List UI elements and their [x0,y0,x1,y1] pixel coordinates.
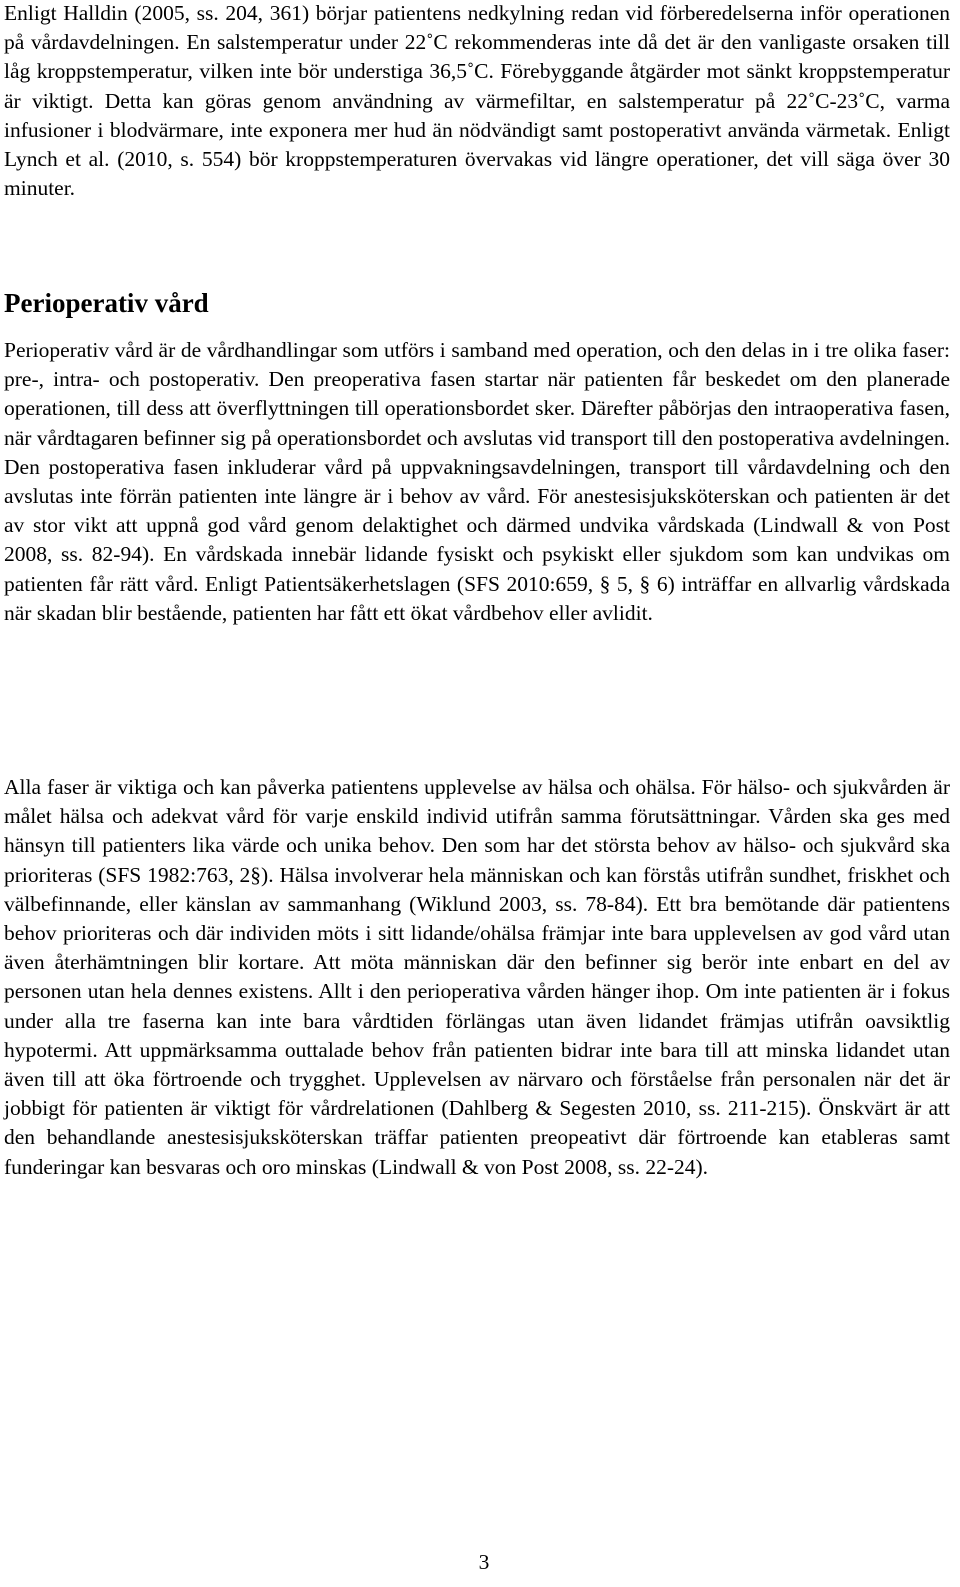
body-paragraph-perioperative-phases: Perioperativ vård är de vårdhandlingar som utförs i samband med operation, och den delas in i tre olika faser: pre-, intra- och postoperativ. Den preoperativa fasen startar när patienten får beskedet om den planerade operationen, till dess att överflyttningen till operationsbordet sker. Därefter påbörjas den intraoperativa fasen, när vårdtagaren befinner sig på operationsbordet och avslutas vid transport till den postoperativa avdelningen. Den postoperativa fasen inkluderar vård på uppvakningsavdelningen, transport till vårdavdelning och den avslutas inte förrän patienten inte längre är i behov av vård. För anestesisjuksköterskan och patienten är det av stor vikt att uppnå god vård genom delaktighet och därmed undvika vårdskada (Lindwall & von Post 2008, ss. 82-94). En vårdskada innebär lidande fysiskt och psykiskt eller sjukdom som kan undvikas om patienten får rätt vård. Enligt Patientsäkerhetslagen (SFS 2010:659, § 5, § 6) inträffar en allvarlig vårdskada när skadan blir bestående, patienten har fått ett ökat vårdbehov eller avlidit. [4,338,950,625]
body-paragraph-health-and-care: Alla faser är viktiga och kan påverka patientens upplevelse av hälsa och ohälsa. För hälso- och sjukvården är målet hälsa och adekvat vård för varje enskild individ utifrån samma förutsättningar. Vården ska ges med hänsyn till patienters lika värde och unika behov. Den som har det största behov av hälso- och sjukvård ska prioriteras (SFS 1982:763, 2§). Hälsa involverar hela människan och kan förstås utifrån sundhet, friskhet och välbefinnande, eller känslan av sammanhang (Wiklund 2003, ss. 78-84). Ett bra bemötande där patientens behov prioriteras och där individen möts i sitt lidande/ohälsa främjar inte bara upplevelsen av god vård utan även återhämtningen blir kortare. Att möta människan där den befinner sig berör inte enbart en del av personen utan hela dennes existens. Allt i den perioperativa vården hänger ihop. Om inte patienten är i fokus under alla tre faserna kan inte bara vårdtiden förlängas utan även lidandet främjas utifrån oavsiktlig hypotermi. Att uppmärksamma outtalade behov från patienten bidrar inte bara till att minska lidandet utan även till att öka förtroende och trygghet. Upplevelsen av närvaro och förståelse från personalen när det är jobbigt för patienten är viktigt för vårdrelationen (Dahlberg & Segesten 2010, ss. 211-215). Önskvärt är att den behandlande anestesisjuksköterskan träffar patienten preopeativt där förtroende kan etableras samt funderingar kan besvaras och oro minskas (Lindwall & von Post 2008, ss. 22-24). [4,775,950,1179]
body-paragraph-hypothermia: Enligt Halldin (2005, ss. 204, 361) börjar patientens nedkylning redan vid förberedelserna inför operationen på vårdavdelningen. En salstemperatur under 22˚C rekommenderas inte då det är den vanligaste orsaken till låg kroppstemperatur, vilken inte bör understiga 36,5˚C. Förebyggande åtgärder mot sänkt kroppstemperatur är viktigt. Detta kan göras genom användning av värmefiltar, en salstemperatur på 22˚C-23˚C, varma infusioner i blodvärmare, inte exponera mer hud än nödvändigt samt postoperativt använda värmetak. Enligt Lynch et al. (2010, s. 554) bör kroppstemperaturen övervakas vid längre operationer, det vill säga över 30 minuter. [4,1,950,201]
section-heading: Perioperativ vård [4,288,209,318]
page-number: 3 [478,1550,490,1574]
